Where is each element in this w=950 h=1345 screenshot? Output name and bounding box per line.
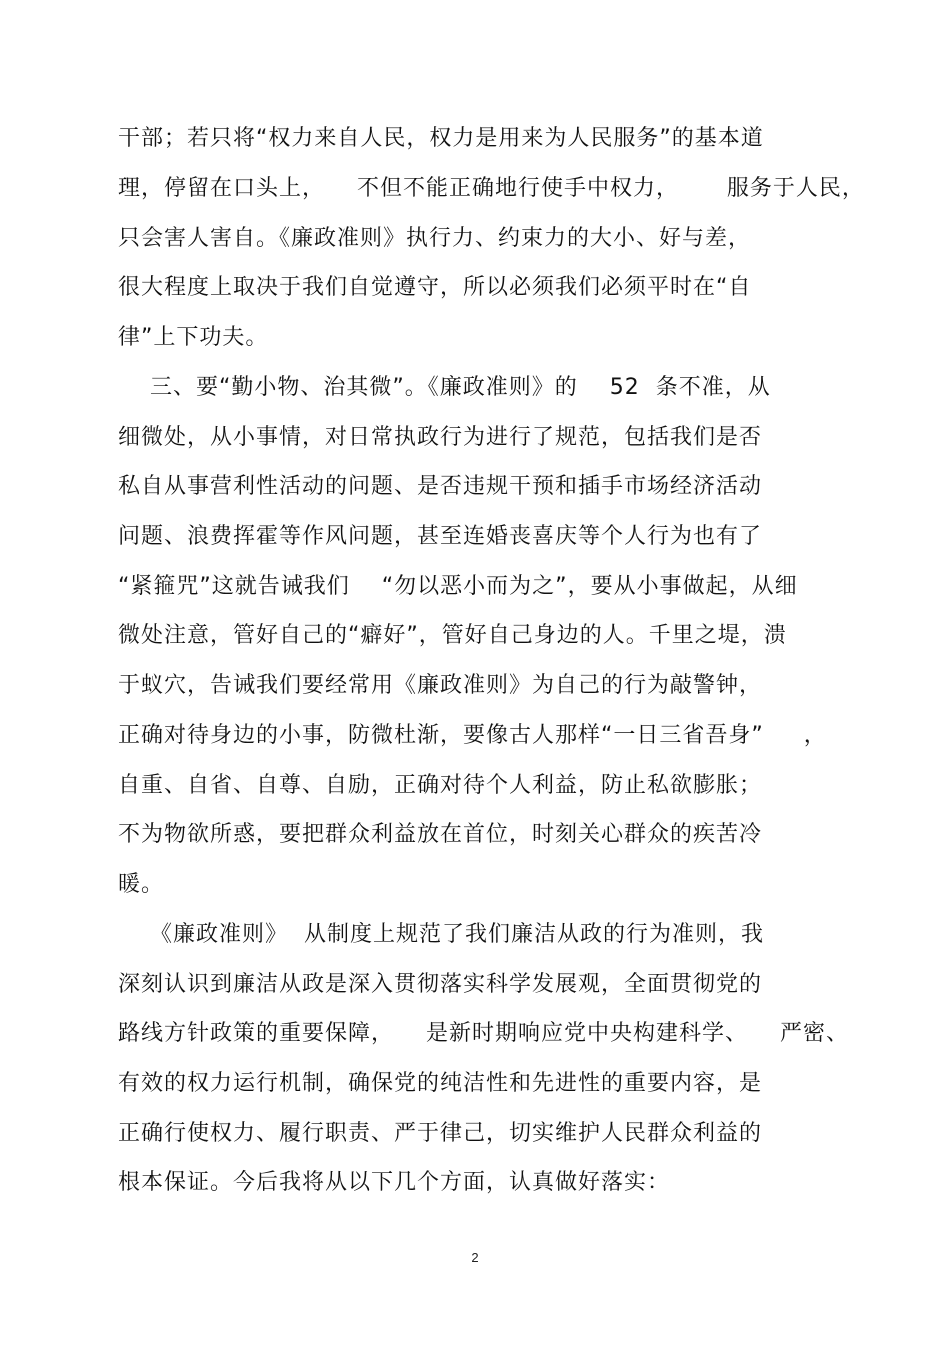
text-line: 微处注意，管好自己的“癖好”，管好自己身边的人。千里之堤，溃: [118, 623, 787, 648]
text-line: 有效的权力运行机制，确保党的纯洁性和先进性的重要内容，是: [118, 1071, 763, 1096]
text-line: 干部；若只将“权力来自人民，权力是用来为人民服务”的基本道: [118, 126, 764, 151]
text-line: “紧箍咒”这就告诫我们 “勿以恶小而为之”，要从小事做起，从细: [118, 574, 798, 599]
text-line: 暖。: [118, 872, 165, 897]
text-line: 路线方针政策的重要保障， 是新时期响应党中央构建科学、 严密、: [118, 1021, 849, 1046]
text-line: 私自从事营利性活动的问题、是否违规干预和插手市场经济活动: [118, 474, 763, 499]
text-line: 三、要“勤小物、治其微”。《廉政准则》的 52 条不准，从: [118, 375, 771, 400]
text-line: 只会害人害自。《廉政准则》执行力、约束力的大小、好与差，: [118, 226, 752, 251]
page-number: 2: [471, 1250, 479, 1265]
text-line: 深刻认识到廉洁从政是深入贯彻落实科学发展观，全面贯彻党的: [118, 972, 763, 997]
text-line: 问题、浪费挥霍等作风问题，甚至连婚丧喜庆等个人行为也有了: [118, 524, 763, 549]
text-line: 理，停留在口头上， 不但不能正确地行使手中权力， 服务于人民，: [118, 176, 865, 201]
text-line: 律”上下功夫。: [118, 325, 269, 350]
text-line: 很大程度上取决于我们自觉遵守，所以必须我们必须平时在“自: [118, 275, 752, 300]
text-line: 《廉政准则》 从制度上规范了我们廉洁从政的行为准则，我: [118, 922, 764, 947]
text-line: 不为物欲所惑，要把群众利益放在首位，时刻关心群众的疾苦冷: [118, 822, 763, 847]
text-line: 自重、自省、自尊、自励，正确对待个人利益，防止私欲膨胀；: [118, 773, 763, 798]
text-line: 于蚁穴，告诫我们要经常用《廉政准则》为自己的行为敲警钟，: [118, 673, 763, 698]
text-line: 正确行使权力、履行职责、严于律己，切实维护人民群众利益的: [118, 1121, 763, 1146]
text-line: 正确对待身边的小事，防微杜渐，要像古人那样“一日三省吾身” ，: [118, 723, 827, 748]
text-line: 细微处，从小事情，对日常执政行为进行了规范，包括我们是否: [118, 425, 763, 450]
text-line: 根本保证。今后我将从以下几个方面，认真做好落实：: [118, 1170, 671, 1195]
